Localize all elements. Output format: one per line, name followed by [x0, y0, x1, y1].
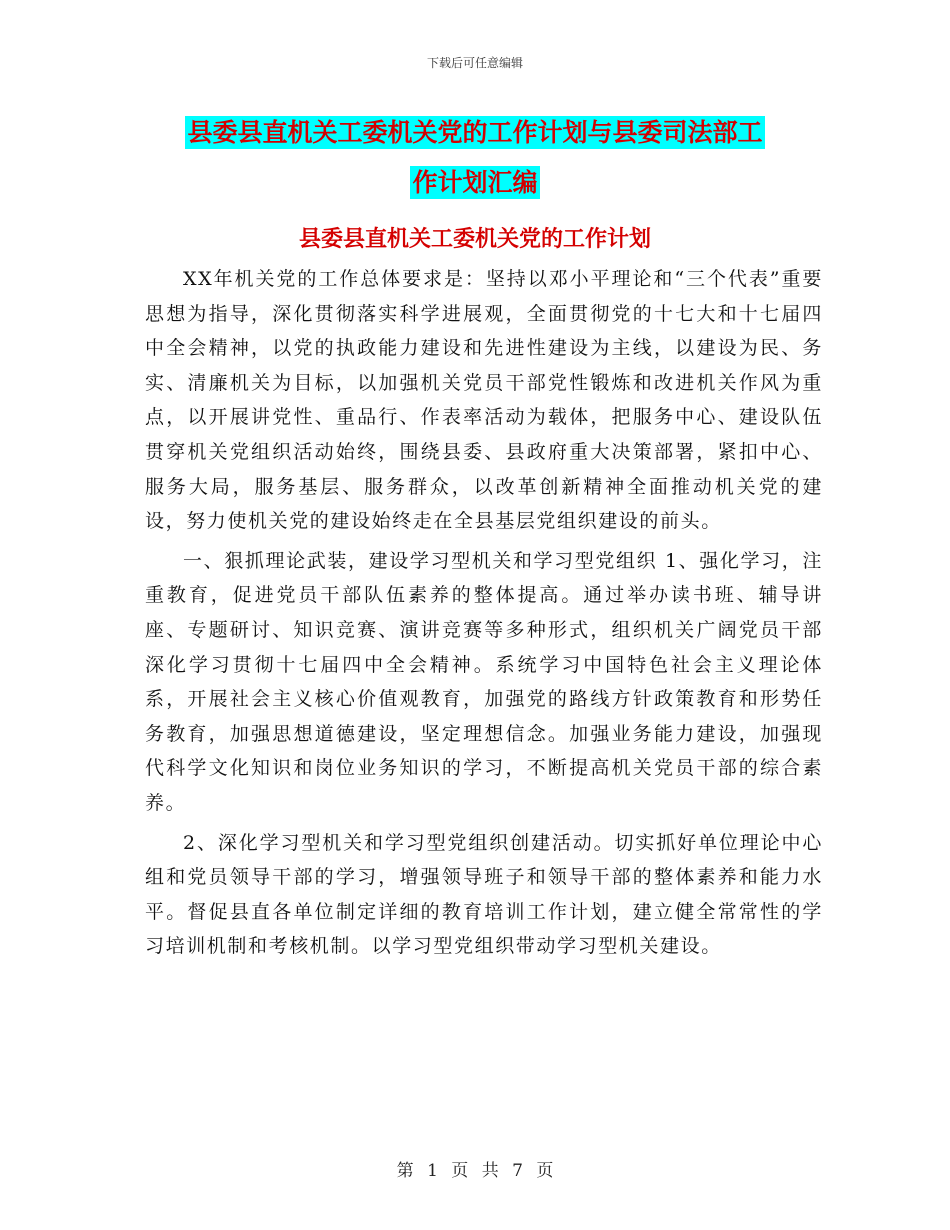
header-note: 下载后可任意编辑 [426, 56, 523, 70]
page-footer: 第 1 页 共 7 页 [396, 1161, 554, 1181]
section-title: 县委县直机关工委机关党的工作计划 [298, 227, 651, 252]
paragraph-2: 一、狠抓理论武装，建设学习型机关和学习型党组织 1、强化学习，注重教育，促进党员干部队伍素养的整体提高。通过举办读书班、辅导讲座、专题研讨、知识竞赛、演讲竞赛等多种形式，组织机关广阔党员干部深化学习贯彻十七届四中全会精神。系统学习中国特色社会主义理论体系，开展社会主义核心价值观教育，加强党的路线方针政策教育和形势任务教育，加强思想道德建设，坚定理想信念。加强业务能力建设，加强现代科学文化知识和岗位业务知识的学习，不断提高机关党员干部的综合素养。 [145, 549, 823, 814]
document-title [150, 108, 800, 208]
paragraph-1: XX年机关党的工作总体要求是：坚持以邓小平理论和“三个代表”重要思想为指导，深化贯彻落实科学进展观，全面贯彻党的十七大和十七届四中全会精神，以党的执政能力建设和先进性建设为主线，以建设为民、务实、清廉机关为目标，以加强机关党员干部党性锻炼和改进机关作风为重点，以开展讲党性、重品行、作表率活动为载体，把服务中心、建设队伍贯穿机关党组织活动始终，围绕县委、县政府重大决策部署，紧扣中心、服务大局，服务基层、服务群众，以改革创新精神全面推动机关党的建设，努力使机关党的建设始终走在全县基层党组织建设的前头。 [145, 268, 823, 533]
document-title-line-1: 县委县直机关工委机关党的工作计划与县委司法部工 [187, 118, 763, 147]
paragraph-3: 2、深化学习型机关和学习型党组织创建活动。切实抓好单位理论中心组和党员领导干部的学习，增强领导班子和领导干部的整体素养和能力水平。督促县直各单位制定详细的教育培训工作计划，建立健全常常性的学习培训机制和考核机制。以学习型党组织带动学习型机关建设。 [145, 831, 823, 958]
document-title-line-2: 作计划汇编 [412, 168, 538, 197]
document-body [145, 262, 823, 964]
